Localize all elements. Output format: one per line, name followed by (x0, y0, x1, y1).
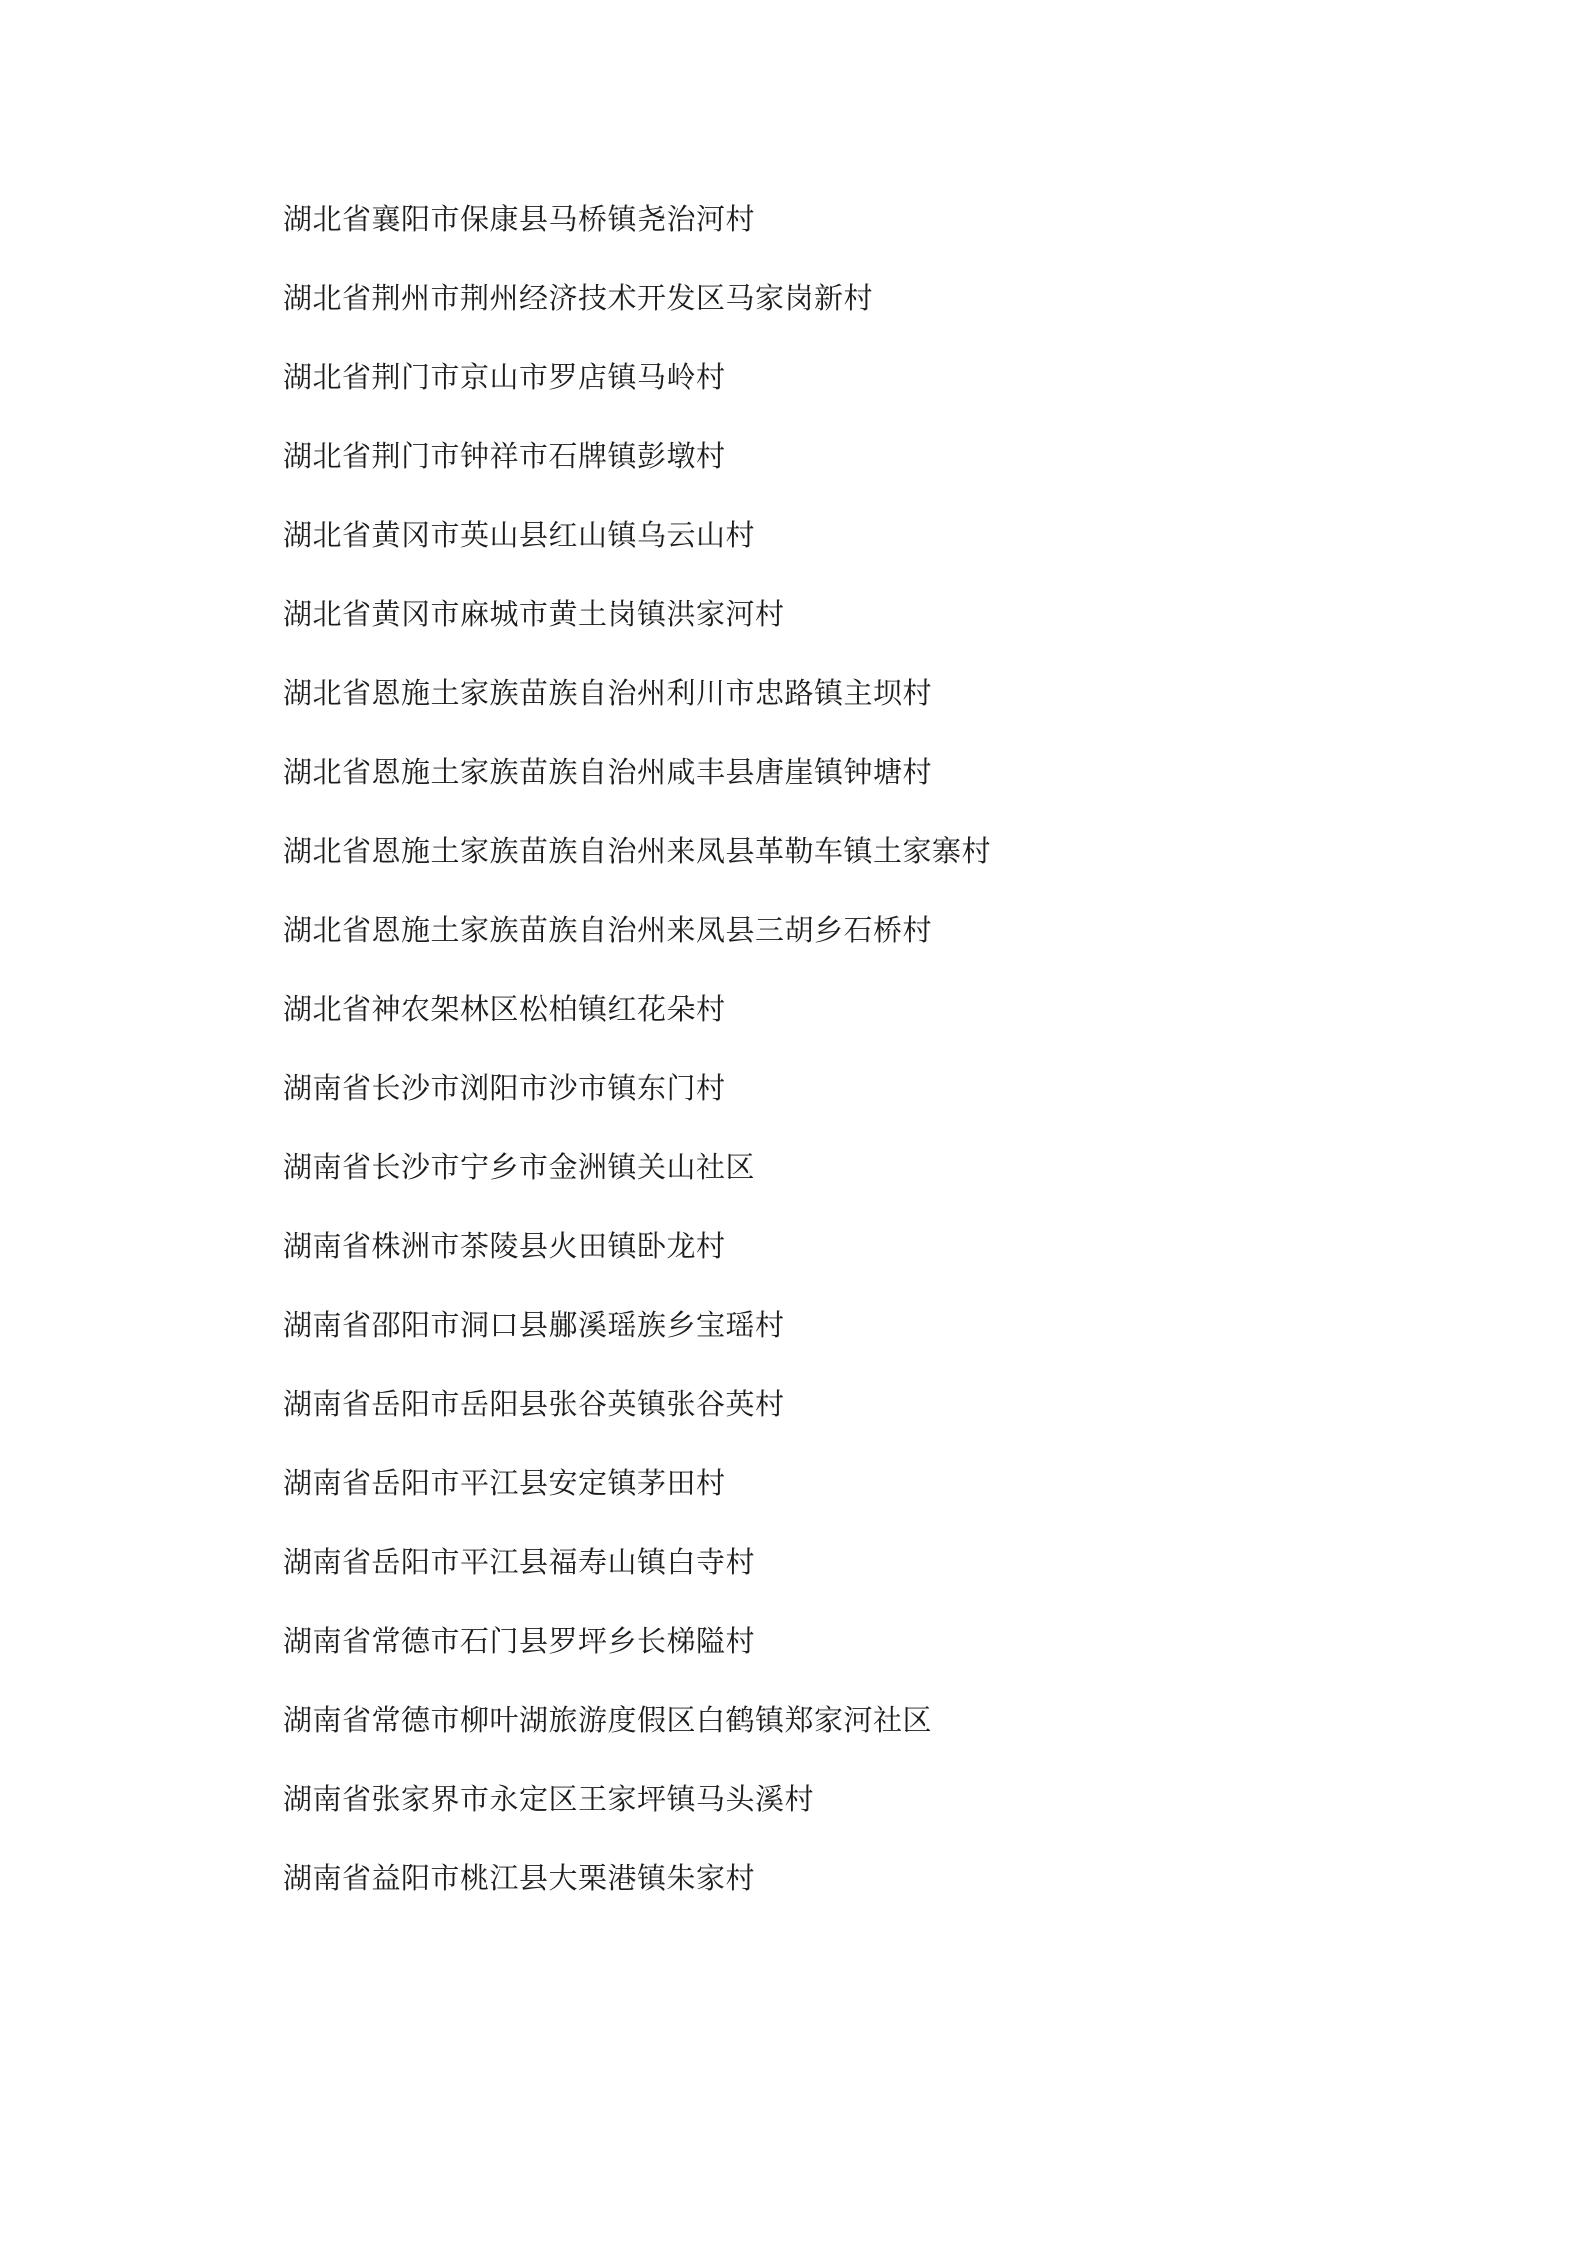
list-item-village: 湖北省襄阳市保康县马桥镇尧治河村 (283, 204, 756, 236)
list-item-village: 湖北省荆门市京山市罗店镇马岭村 (283, 362, 726, 394)
list-item-village: 湖北省恩施土家族苗族自治州来凤县革勒车镇土家寨村 (283, 836, 992, 868)
list-item-village: 湖北省恩施土家族苗族自治州来凤县三胡乡石桥村 (283, 915, 933, 947)
list-item-village: 湖南省常德市石门县罗坪乡长梯隘村 (283, 1626, 756, 1658)
list-item-village: 湖北省黄冈市麻城市黄土岗镇洪家河村 (283, 599, 785, 631)
list-item-village: 湖北省恩施土家族苗族自治州咸丰县唐崖镇钟塘村 (283, 757, 933, 789)
list-item-village: 湖南省长沙市宁乡市金洲镇关山社区 (283, 1152, 756, 1184)
list-item-village: 湖南省长沙市浏阳市沙市镇东门村 (283, 1073, 726, 1105)
list-item-village: 湖北省荆州市荆州经济技术开发区马家岗新村 (283, 283, 874, 315)
list-item-village: 湖北省荆门市钟祥市石牌镇彭墩村 (283, 441, 726, 473)
list-item-village: 湖南省常德市柳叶湖旅游度假区白鹤镇郑家河社区 (283, 1705, 933, 1737)
list-item-village: 湖南省张家界市永定区王家坪镇马头溪村 (283, 1784, 815, 1816)
list-item-village: 湖南省株洲市茶陵县火田镇卧龙村 (283, 1231, 726, 1263)
list-item-village: 湖南省益阳市桃江县大栗港镇朱家村 (283, 1863, 756, 1895)
list-item-village: 湖南省岳阳市平江县福寿山镇白寺村 (283, 1547, 756, 1579)
list-item-village: 湖南省邵阳市洞口县䣙溪瑶族乡宝瑶村 (283, 1310, 785, 1342)
list-item-village: 湖南省岳阳市平江县安定镇茅田村 (283, 1468, 726, 1500)
list-item-village: 湖北省黄冈市英山县红山镇乌云山村 (283, 520, 756, 552)
village-list (283, 178, 1527, 1916)
list-item-village: 湖北省神农架林区松柏镇红花朵村 (283, 994, 726, 1026)
list-item-village: 湖北省恩施土家族苗族自治州利川市忠路镇主坝村 (283, 678, 933, 710)
list-item-village: 湖南省岳阳市岳阳县张谷英镇张谷英村 (283, 1389, 785, 1421)
